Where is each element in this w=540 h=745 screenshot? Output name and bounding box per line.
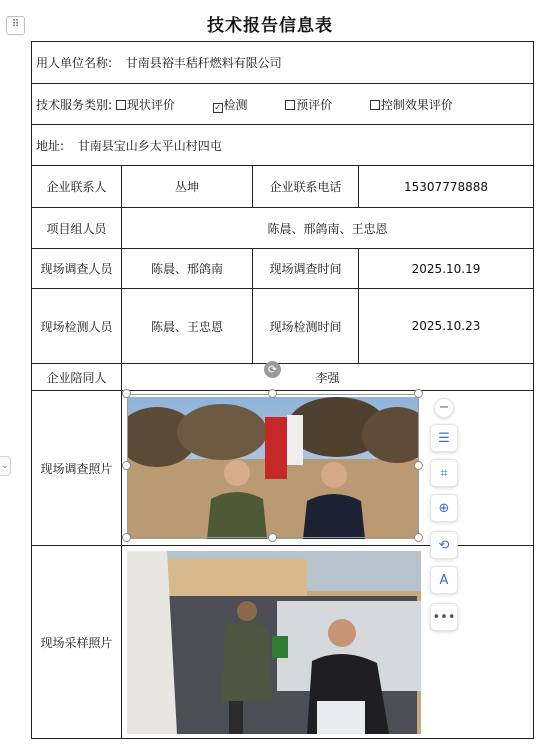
resize-handle[interactable] xyxy=(414,533,423,542)
option-label: 控制效果评价 xyxy=(380,97,453,112)
table-row xyxy=(32,249,534,289)
sampling-photo[interactable] xyxy=(127,551,421,734)
unit-label: 用人单位名称: xyxy=(36,56,113,70)
table-row xyxy=(32,42,534,84)
survey-photo[interactable] xyxy=(127,397,419,539)
resize-handle[interactable] xyxy=(414,461,423,470)
resize-handle[interactable] xyxy=(268,389,277,398)
contact-label[interactable]: 企业联系人 xyxy=(32,166,122,208)
drag-handle-icon[interactable]: ⠿ xyxy=(6,16,25,35)
survey-staff-value[interactable]: 陈晨、邢鸽南 xyxy=(122,249,253,289)
table-row xyxy=(32,364,534,391)
table-row xyxy=(32,391,534,546)
table-row xyxy=(32,84,534,125)
escort-value[interactable]: 李强 xyxy=(122,364,534,391)
ocr-text-icon[interactable]: A xyxy=(430,566,458,594)
sampling-photo-cell[interactable] xyxy=(122,546,534,739)
table-row xyxy=(32,546,534,739)
resize-handle[interactable] xyxy=(122,389,131,398)
service-cell[interactable] xyxy=(32,84,534,125)
unit-value: 甘南县裕丰秸秆燃料有限公司 xyxy=(125,56,282,70)
survey-time-label[interactable]: 现场调查时间 xyxy=(253,249,359,289)
checkbox-unchecked-icon[interactable] xyxy=(285,100,295,110)
address-value: 甘南县宝山乡太平山村四屯 xyxy=(77,138,222,153)
test-time-label[interactable]: 现场检测时间 xyxy=(253,289,359,364)
info-table xyxy=(31,41,534,739)
table-row xyxy=(32,208,534,249)
rotate-icon[interactable]: ⟳ xyxy=(264,361,281,378)
zoom-out-icon[interactable]: − xyxy=(434,398,454,418)
option-label: 检测 xyxy=(223,97,248,112)
service-label: 技术服务类别: xyxy=(36,97,113,112)
checkbox-checked-icon[interactable]: ✓ xyxy=(214,102,221,112)
escort-label[interactable]: 企业陪同人 xyxy=(32,364,122,391)
survey-staff-label[interactable]: 现场调查人员 xyxy=(32,249,122,289)
test-staff-value[interactable]: 陈晨、王忠恩 xyxy=(122,289,253,364)
team-label[interactable]: 项目组人员 xyxy=(32,208,122,249)
table-row xyxy=(32,289,534,364)
chevron-down-icon[interactable]: ⌄ xyxy=(0,456,11,476)
page-title: 技术报告信息表 xyxy=(207,16,333,36)
checkbox-unchecked-icon[interactable] xyxy=(370,100,380,110)
wrap-text-icon[interactable]: ☰ xyxy=(430,424,458,452)
resize-handle[interactable] xyxy=(122,461,131,470)
checkbox-unchecked-icon[interactable] xyxy=(116,100,126,110)
survey-photo-cell[interactable] xyxy=(122,391,534,546)
phone-label[interactable]: 企业联系电话 xyxy=(253,166,359,208)
contact-value[interactable]: 丛坤 xyxy=(122,166,253,208)
option-label: 现状评价 xyxy=(126,97,175,112)
table-row xyxy=(32,166,534,208)
survey-time-value[interactable]: 2025.10.19 xyxy=(359,249,534,289)
phone-value[interactable]: 15307778888 xyxy=(359,166,534,208)
option-label: 预评价 xyxy=(296,97,333,112)
sampling-photo-label[interactable]: 现场采样照片 xyxy=(32,546,122,739)
more-icon[interactable]: ••• xyxy=(430,603,458,631)
table-row xyxy=(32,125,534,166)
crop-icon[interactable]: ⌗ xyxy=(430,459,458,487)
resize-handle[interactable] xyxy=(122,533,131,542)
unit-cell[interactable] xyxy=(32,42,534,84)
survey-photo-label[interactable]: 现场调查照片 xyxy=(32,391,122,546)
replace-image-icon[interactable]: ⟲ xyxy=(430,531,458,559)
resize-handle[interactable] xyxy=(268,533,277,542)
test-time-value[interactable]: 2025.10.23 xyxy=(359,289,534,364)
test-staff-label[interactable]: 现场检测人员 xyxy=(32,289,122,364)
team-value[interactable]: 陈晨、邢鸽南、王忠恩 xyxy=(122,208,534,249)
address-label: 地址: xyxy=(36,138,65,153)
zoom-in-icon[interactable]: ⊕ xyxy=(430,494,458,522)
resize-handle[interactable] xyxy=(414,389,423,398)
address-cell[interactable] xyxy=(32,125,534,166)
